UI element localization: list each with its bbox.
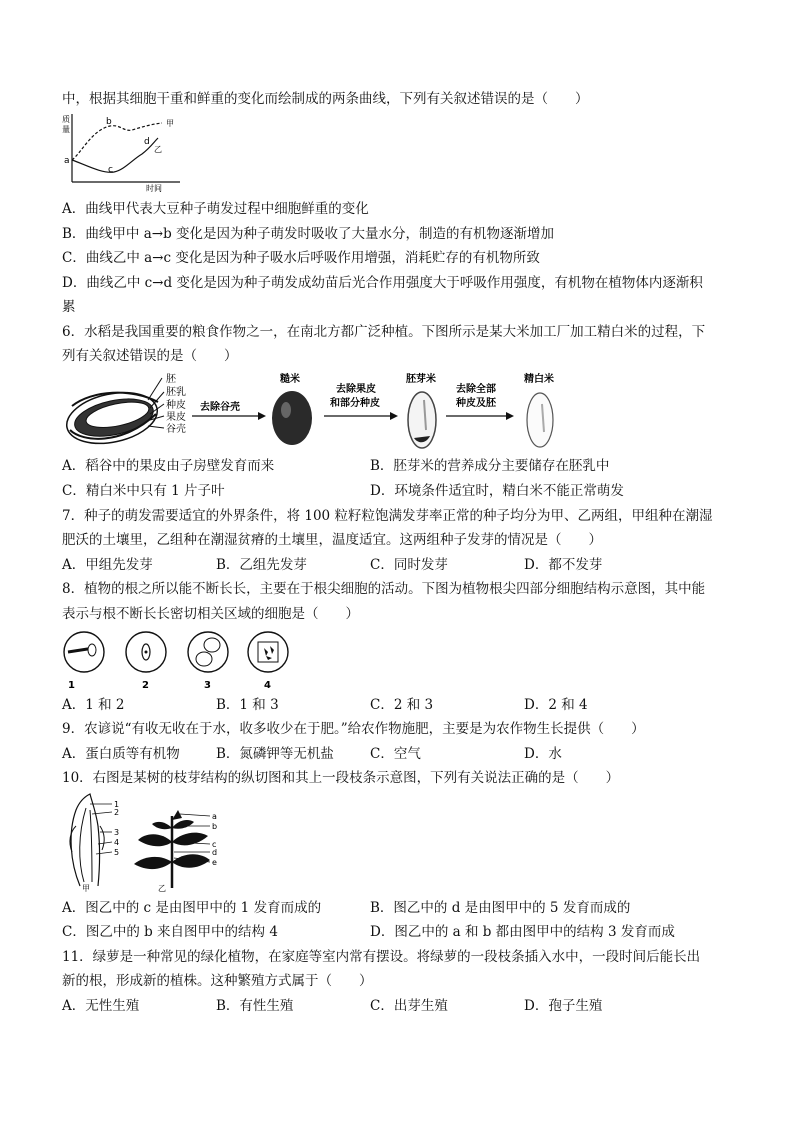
q8-stem-line1: 8．植物的根之所以能不断长长，主要在于根尖细胞的活动。下图为植物根尖四部分细胞结构示意图，其中能 [62, 581, 706, 597]
q10-fig-d: d [212, 848, 218, 857]
q6-option-d: D．环境条件适宜时，精白米不能正常萌发 [370, 483, 624, 499]
q9-option-c: C．空气 [370, 746, 421, 762]
q7-option-a: A．甲组先发芽 [62, 557, 153, 573]
q9-option-b: B．氮磷钾等无机盐 [216, 746, 334, 762]
q10-fig-num-4: 4 [114, 838, 120, 847]
root-cell-4 [248, 632, 288, 690]
q10-fig-num-1: 1 [114, 800, 120, 809]
q10-option-c: C．图乙中的 b 来自图甲中的结构 4 [62, 924, 278, 940]
q11-stem-line2: 新的根，形成新的植株。这种繁殖方式属于（ ） [62, 973, 373, 989]
q6-label-embryo: 胚 [166, 374, 176, 385]
q5-fig-ylabel-1: 质 [62, 115, 70, 124]
q11-option-a: A．无性生殖 [62, 998, 140, 1014]
q5-option-d-line2: 累 [62, 299, 76, 315]
q11-option-c: C．出芽生殖 [370, 998, 448, 1014]
q8-stem-line2: 表示与根不断长长密切相关区域的细胞是（ ） [62, 606, 359, 622]
q9-option-a: A．蛋白质等有机物 [62, 746, 180, 762]
q8-cell-label-3: 3 [204, 680, 211, 690]
q10-bud-branch-figure [62, 792, 222, 892]
q7-option-b: B．乙组先发芽 [216, 557, 307, 573]
q5-option-a: A．曲线甲代表大豆种子萌发过程中细胞鲜重的变化 [62, 201, 369, 217]
q8-option-d: D．2 和 4 [524, 697, 588, 713]
q6-label-seed-coat: 种皮 [166, 400, 186, 411]
q7-stem-line1: 7．种子的萌发需要适宜的外界条件，将 100 粒籽粒饱满发芽率正常的种子均分为甲、乙两组，甲组种在潮湿 [62, 508, 713, 524]
q10-fig-num-5: 5 [114, 848, 120, 857]
q8-cell-label-4: 4 [264, 680, 271, 690]
process-arrow-2 [324, 382, 398, 420]
q6-step1: 去除谷壳 [200, 402, 240, 413]
q11-option-d: D．孢子生殖 [524, 998, 603, 1014]
q6-step3-line2: 种皮及胚 [456, 398, 496, 409]
q6-step3-line1: 去除全部 [456, 384, 496, 395]
process-arrow-3 [446, 382, 514, 420]
q10-fig-yi: 乙 [158, 884, 166, 892]
root-cell-3 [188, 632, 228, 690]
q5-fig-jia: 甲 [166, 119, 174, 128]
q8-option-c: C．2 和 3 [370, 697, 434, 713]
polished-rice [523, 372, 554, 447]
q8-cell-label-2: 2 [142, 680, 149, 690]
q6-label-pericarp: 果皮 [166, 412, 186, 423]
q7-option-d: D．都不发芽 [524, 557, 603, 573]
q11-option-b: B．有性生殖 [216, 998, 294, 1014]
q10-fig-num-2: 2 [114, 808, 120, 817]
q6-stem-line2: 列有关叙述错误的是（ ） [62, 348, 238, 364]
q5-option-b: B．曲线甲中 a→b 变化是因为种子萌发时吸收了大量水分，制造的有机物逐渐增加 [62, 226, 555, 242]
q10-option-a: A．图乙中的 c 是由图甲中的 1 发育而成的 [62, 900, 322, 916]
q5-fig-d: d [144, 137, 150, 147]
q5-option-c: C．曲线乙中 a→c 变化是因为种子吸水后呼吸作用增强，消耗贮存的有机物所致 [62, 250, 540, 266]
q6-stage-germ-rice: 胚芽米 [406, 374, 436, 385]
q6-stage-polished-rice: 精白米 [524, 374, 554, 385]
q10-fig-a: a [212, 812, 217, 821]
q8-root-cells-figure [62, 628, 302, 690]
q7-stem-line2: 肥沃的土壤里，乙组种在潮湿贫瘠的土壤里，温度适宜。这两组种子发芽的情况是（ ） [62, 532, 602, 548]
q11-stem-line1: 11．绿萝是一种常见的绿化植物，在家庭等室内常有摆设。将绿萝的一段枝条插入水中，一段时间后能长出 [62, 949, 701, 965]
rice-grain-section [62, 373, 186, 450]
q8-option-b: B．1 和 3 [216, 697, 279, 713]
root-cell-2 [126, 632, 166, 690]
germ-rice [406, 372, 436, 448]
q6-rice-process-figure [62, 370, 582, 450]
brown-rice [272, 372, 312, 445]
q9-stem: 9．农谚说“有收无收在于水，收多收少在于肥。”给农作物施肥，主要是为农作物生长提供（ ） [62, 721, 645, 737]
q6-stem-line1: 6．水稻是我国重要的粮食作物之一，在南北方都广泛种植。下图所示是某大米加工厂加工精白米的过程，下 [62, 324, 706, 340]
q6-step2-line1: 去除果皮 [336, 384, 376, 395]
root-cell-1 [64, 632, 104, 690]
q5-fig-b: b [106, 117, 112, 127]
process-arrow-1 [192, 400, 266, 420]
q6-option-b: B．胚芽米的营养成分主要储存在胚乳中 [370, 458, 610, 474]
q10-fig-e: e [212, 858, 217, 867]
q10-fig-b: b [212, 822, 218, 831]
bud-longitudinal-section [70, 794, 119, 892]
q5-curve-figure [62, 112, 182, 192]
q10-fig-c: c [212, 840, 217, 849]
q6-stage-brown-rice: 糙米 [280, 374, 300, 385]
q10-fig-jia: 甲 [82, 884, 90, 892]
q10-option-b: B．图乙中的 d 是由图甲中的 5 发育而成的 [370, 900, 631, 916]
q6-label-husk: 谷壳 [166, 424, 186, 435]
q6-option-a: A．稻谷中的果皮由子房壁发育而来 [62, 458, 275, 474]
q8-option-a: A．1 和 2 [62, 697, 125, 713]
q5-fig-a: a [64, 156, 70, 166]
q5-fig-yi: 乙 [154, 145, 162, 154]
q5-option-d-line1: D．曲线乙中 c→d 变化是因为种子萌发成幼苗后光合作用强度大于呼吸作用强度，有机物在植物体内逐渐积 [62, 275, 703, 291]
q10-fig-num-3: 3 [114, 828, 120, 837]
q5-fig-xlabel: 时间 [146, 184, 162, 192]
q5-fig-c: c [108, 165, 113, 175]
q5-fig-ylabel-2: 量 [62, 125, 70, 134]
q8-cell-label-1: 1 [68, 680, 75, 690]
q7-option-c: C．同时发芽 [370, 557, 448, 573]
q9-option-d: D．水 [524, 746, 562, 762]
q10-stem: 10．右图是某树的枝芽结构的纵切图和其上一段枝条示意图，下列有关说法正确的是（ ） [62, 770, 620, 786]
q10-option-d: D．图乙中的 a 和 b 都由图甲中的结构 3 发育而成 [370, 924, 675, 940]
q5-intro: 中，根据其细胞干重和鲜重的变化而绘制成的两条曲线，下列有关叙述错误的是（ ） [62, 91, 589, 107]
q6-label-endosperm: 胚乳 [166, 387, 186, 398]
q6-option-c: C．精白米中只有 1 片子叶 [62, 483, 225, 499]
q6-step2-line2: 和部分种皮 [330, 398, 380, 409]
branch-diagram [134, 810, 217, 892]
